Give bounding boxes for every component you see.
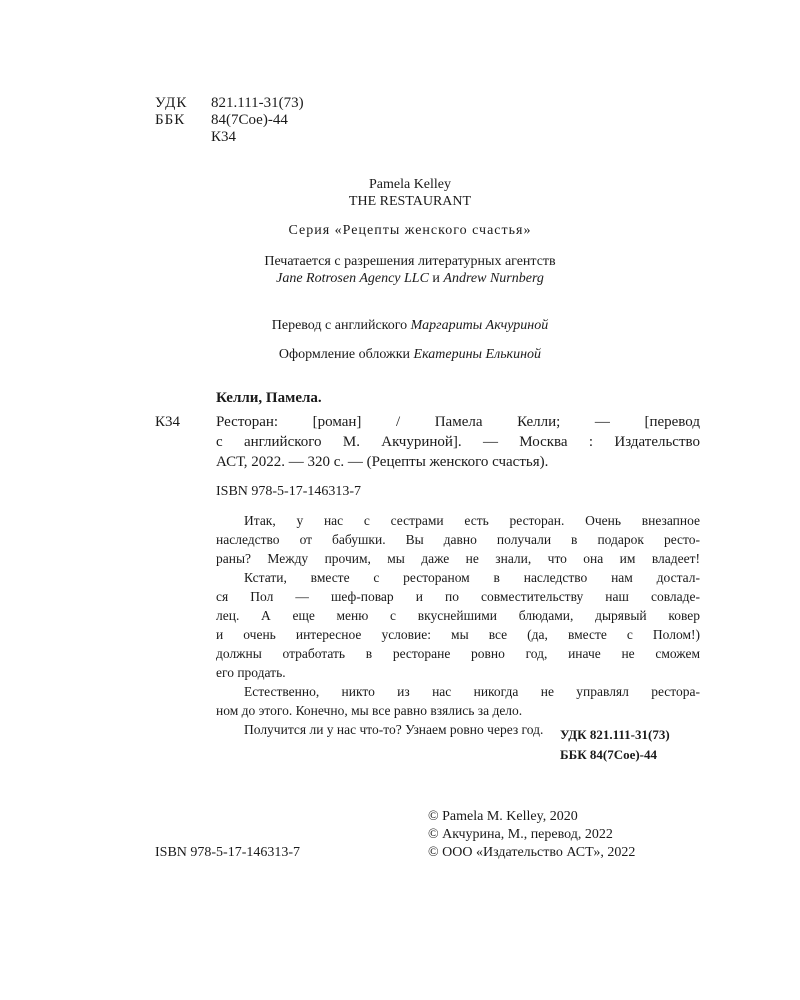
annotation-line: лец. А еще меню с вкуснейшими блюдами, дырявый ковер xyxy=(216,608,700,623)
bbk-value: 84(7Сое)-44 xyxy=(211,112,288,128)
udk-label: УДК xyxy=(155,95,188,111)
cover-prefix: Оформление обложки xyxy=(278,347,411,362)
translator-name: Маргариты Акчуриной xyxy=(410,318,549,333)
author-mark: К34 xyxy=(211,129,237,145)
classification-bbk: ББК 84(7Сое)-44 xyxy=(560,747,658,762)
copyright-author: © Pamela M. Kelley, 2020 xyxy=(428,809,578,824)
permission-line: Печатается с разрешения литературных агентств xyxy=(264,254,556,269)
annotation-line: и очень интересное условие: мы все (да, вместе с Полом!) xyxy=(216,627,700,642)
annotation-line: раны? Между прочим, мы даже не знали, что она им владеет! xyxy=(216,551,700,566)
agencies-line xyxy=(200,270,620,288)
bbk-code-row xyxy=(155,111,288,129)
bib-mark: К34 xyxy=(155,414,181,430)
translation-prefix: Перевод с английского xyxy=(271,318,408,333)
translation-line xyxy=(200,317,620,335)
original-title: THE RESTAURANT xyxy=(348,194,472,209)
annotation xyxy=(216,511,700,739)
bib-line-2: с английского М. Акчуриной]. — Москва : Издательство xyxy=(216,434,700,450)
annotation-line: ся Пол — шеф-повар и по совместительству наш совладе- xyxy=(216,589,700,604)
cover-design-line xyxy=(200,346,620,364)
series-line: Серия «Рецепты женского счастья» xyxy=(288,223,532,238)
annotation-line: ном до этого. Конечно, мы все равно взялись за дело. xyxy=(216,703,523,718)
agency-1: Jane Rotrosen Agency LLC xyxy=(276,271,429,286)
annotation-line: наследство от бабушки. Вы давно получали в подарок ресто- xyxy=(216,532,700,547)
bib-description xyxy=(216,412,700,472)
classification-udk: УДК 821.111-31(73) xyxy=(560,727,670,742)
annotation-line: Итак, у нас с сестрами есть ресторан. Очень внезапное xyxy=(244,513,700,528)
annotation-line: Кстати, вместе с рестораном в наследство нам достал- xyxy=(244,570,700,585)
annotation-line: его продать. xyxy=(216,665,286,680)
agency-2: Andrew Nurnberg xyxy=(443,271,544,286)
annotation-line: Естественно, никто из нас никогда не управлял рестора- xyxy=(244,684,700,699)
bib-line-1: Ресторан: [роман] / Памела Келли; — [перевод xyxy=(216,414,700,430)
bib-isbn: ISBN 978-5-17-146313-7 xyxy=(216,484,362,499)
bib-line-3: АСТ, 2022. — 320 с. — (Рецепты женского счастья). xyxy=(216,454,549,470)
original-author: Pamela Kelley xyxy=(368,177,452,192)
udk-value: 821.111-31(73) xyxy=(211,95,304,111)
agency-conjunction: и xyxy=(432,271,440,286)
bib-heading: Келли, Памела. xyxy=(216,390,322,406)
annotation-line: должны отработать в ресторане ровно год, иначе не сможем xyxy=(216,646,700,661)
copyright-translation: © Акчурина, М., перевод, 2022 xyxy=(428,827,613,842)
copyright-publisher: © ООО «Издательство АСТ», 2022 xyxy=(428,845,636,860)
cover-designer-name: Екатерины Елькиной xyxy=(413,347,542,362)
footer-isbn: ISBN 978-5-17-146313-7 xyxy=(155,845,301,860)
udk-code-row xyxy=(155,94,304,112)
bbk-label: ББК xyxy=(155,112,186,128)
annotation-line: Получится ли у нас что-то? Узнаем ровно через год. xyxy=(244,722,544,737)
